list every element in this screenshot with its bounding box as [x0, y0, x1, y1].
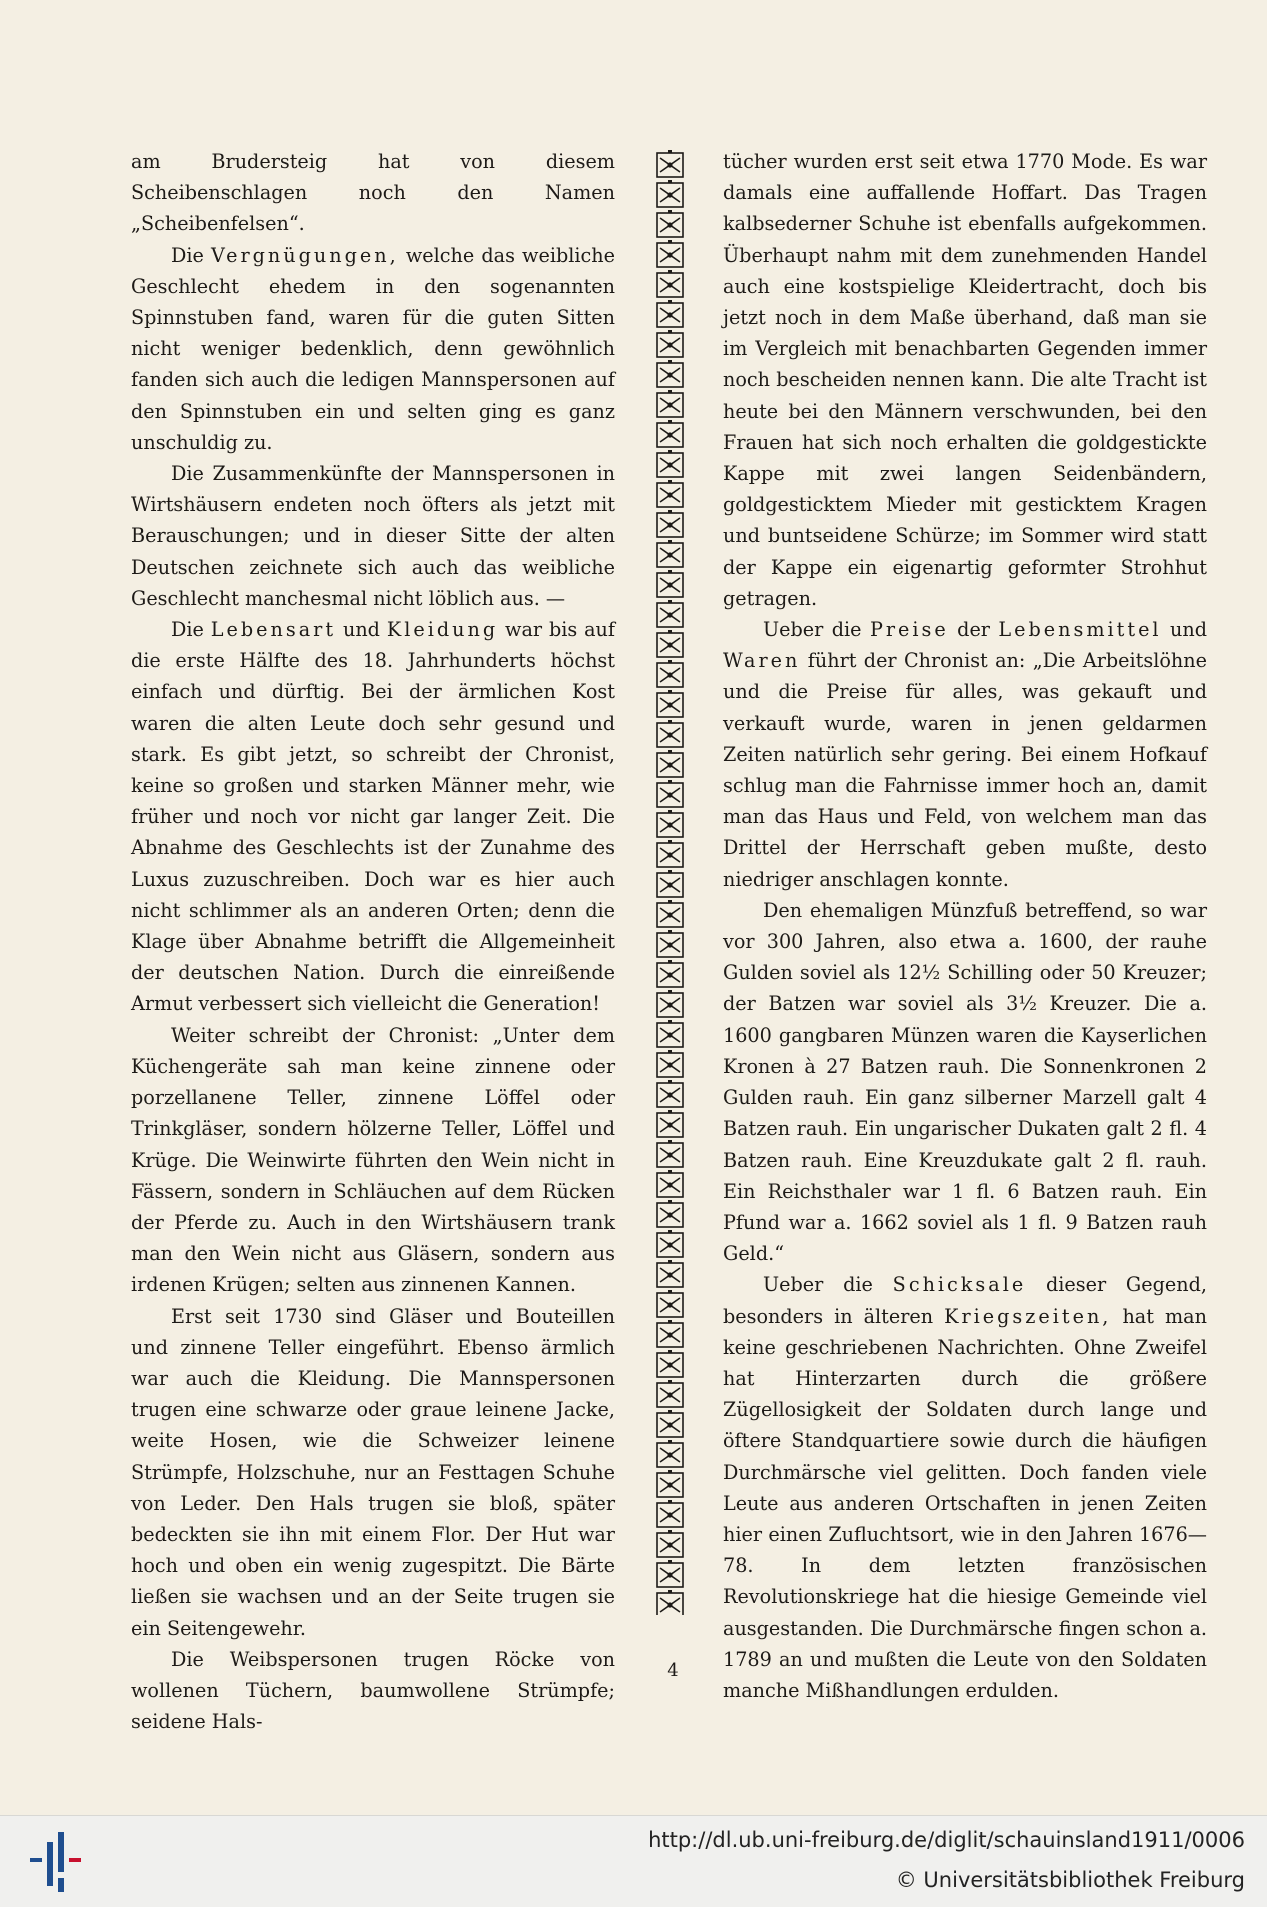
text-run: führt der Chronist an: „Die Arbeitslöhne und die Preise für alles, was gekauft und verkauft wurde, waren in jenen geldarmen Zeiten natürlich sehr gering. Bei einem Hofkauf schlug man die Fahrnisse immer hoch an, damit man das Haus und Feld, von welchem man das Drittel der Herrschaft geben mußte, desto niedriger anschlagen konnte. — [723, 649, 1207, 891]
spaced-emphasis: Preise — [869, 618, 949, 642]
text-run: Ueber die — [763, 1273, 873, 1297]
left-text-column — [131, 146, 615, 1737]
paragraph: Den ehemaligen Münzfuß betreffend, so war vor 300 Jahren, also etwa a. 1600, der rauhe Gulden soviel als 12½ Schilling oder 50 Kreuzer; der Batzen war soviel als 3½ Kreuzer. Die a. 1600 gangbaren Münzen waren die Kayserlichen Kronen à 27 Batzen rauh. Die Sonnenkronen 2 Gulden rauh. Ein ganz silberner Marzell galt 4 Batzen rauh. Ein ungarischer Dukaten galt 2 fl. 4 Batzen rauh. Eine Kreuzdukate galt 2 fl. rauh. Ein Reichsthaler war 1 fl. 6 Batzen rauh. Ein Pfund war a. 1662 soviel als 1 fl. 9 Batzen rauh Geld.“ — [723, 898, 1207, 1266]
spaced-emphasis: Vergnügungen, — [211, 243, 399, 267]
spaced-emphasis: Schicksale — [892, 1273, 1027, 1297]
paragraph: Erst seit 1730 sind Gläser und Bouteillen und zinnene Teller eingeführt. Ebenso ärmlich war auch die Kleidung. Die Mannspersonen trugen eine schwarze oder graue leinene Jacke, weite Hosen, wie die Schweizer leinene Strümpfe, Holzschuhe, nur an Festtagen Schuhe von Leder. Den Hals trugen sie bloß, später bedeckten sie ihn mit einem Flor. Der Hut war hoch und oben ein wenig zugespitzt. Die Bärte ließen sie wachsen und an der Seite trugen sie ein Seitengewehr. — [131, 1304, 615, 1640]
text-run: Die — [171, 618, 204, 642]
paragraph: Weiter schreibt der Chronist: „Unter dem Küchengeräte sah man keine zinnene oder porzellanene Teller, zinnene Löffel oder Trinkgläser, sondern hölzerne Teller, Löffel und Krüge. Die Weinwirte führten den Wein nicht in Fässern, sondern in Schläuchen auf dem Rücken der Pferde zu. Auch in den Wirtshäusern trank man den Wein nicht aus Gläsern, sondern aus irdenen Krügen; selten aus zinnenen Kannen. — [131, 1023, 615, 1297]
paragraph — [723, 614, 1207, 895]
text-run: war bis auf die erste Hälfte des 18. Jahrhunderts höchst einfach und dürftig. Bei der ärmlichen Kost waren die alten Leute doch sehr gesund und stark. Es gibt jetzt, so schreibt der Chronist, keine so großen und starken Männer mehr, wie früher und noch vor nicht gar langer Zeit. Die Abnahme des Geschlechts ist der Zunahme des Luxus zuzuschreiben. Doch war es hier auch nicht schlimmer als an anderen Orten; denn die Klage über Abnahme betrifft die Allgemeinheit der deutschen Nation. Durch die einreißende Armut verbessert sich vielleicht die Generation! — [131, 618, 616, 1016]
paragraph: Die Zusammenkünfte der Mannspersonen in Wirtshäusern endeten noch öfters als jetzt mit Berauschungen; und in dieser Sitte der alten Deutschen zeichnete sich auch das weibliche Geschlecht manchesmal nicht löblich aus. — — [131, 462, 615, 610]
viewer-footer — [0, 1815, 1267, 1907]
paragraph: am Brudersteig hat von diesem Scheibenschlagen noch den Namen „Scheibenfelsen“. — [131, 150, 615, 236]
text-run: und — [1170, 618, 1207, 642]
spaced-emphasis: Waren — [723, 649, 801, 673]
university-library-logo — [30, 1828, 82, 1894]
text-run: der — [957, 618, 990, 642]
document-url[interactable]: http://dl.ub.uni-freiburg.de/diglit/schauinsland1911/0006 — [648, 1828, 1245, 1852]
paragraph: tücher wurden erst seit etwa 1770 Mode. Es war damals eine auffallende Hoffart. Das Tragen kalbsederner Schuhe ist ebenfalls aufgekommen. Überhaupt nahm mit dem zunehmenden Handel auch eine kostspielige Kleidertracht, doch bis jetzt noch in dem Maße überhand, daß man sie im Vergleich mit benachbarten Gegenden immer noch bescheiden nennen kann. Die alte Tracht ist heute bei den Männern verschwunden, bei den Frauen hat sich noch erhalten die goldgestickte Kappe mit zwei langen Seidenbändern, goldgesticktem Mieder mit gesticktem Kragen und buntseidene Schürze; im Sommer wird statt der Kappe ein eigenartig geformter Strohhut getragen. — [723, 150, 1207, 610]
right-text-column — [723, 146, 1207, 1706]
spaced-emphasis: Kleidung — [386, 618, 499, 642]
paragraph: Die Weibspersonen trugen Röcke von wollenen Tüchern, baumwollene Strümpfe; seidene Hals- — [131, 1647, 615, 1734]
page-number: 4 — [667, 1660, 679, 1681]
text-run: welche das weibliche Geschlecht ehedem in den sogenannten Spinnstuben fand, waren für die guten Sitten nicht weniger bedenklich, denn gewöhnlich fanden sich auch die ledigen Mannspersonen auf den Spinnstuben ein und selten ging es ganz unschuldig zu. — [131, 243, 615, 454]
paragraph — [723, 1269, 1207, 1706]
spaced-emphasis: Lebensmittel — [998, 618, 1162, 642]
spaced-emphasis: Lebensart — [210, 618, 337, 642]
ornamental-divider — [655, 150, 685, 1615]
paragraph — [131, 240, 615, 458]
copyright-notice: © Universitätsbibliothek Freiburg — [895, 1868, 1245, 1892]
text-run: Ueber die — [763, 618, 862, 642]
text-run: hat man keine geschriebenen Nachrichten. Ohne Zweifel hat Hinterzarten durch die größere Zügellosigkeit der Soldaten durch lange und öftere Standquartiere sowie durch die häufigen Durchmärsche viel gelitten. Doch fanden viele Leute aus anderen Ortschaften in jenen Zeiten hier einen Zufluchtsort, wie in den Jahren 1676—78. In dem letzten französischen Revolutionskriege hat die hiesige Gemeinde viel ausgestanden. Die Durchmärsche fingen schon a. 1789 an und mußten die Leute von den Soldaten manche Mißhandlungen erdulden. — [723, 1304, 1207, 1702]
spaced-emphasis: Kriegszeiten, — [944, 1304, 1112, 1328]
paragraph — [131, 614, 615, 1020]
text-run: und — [342, 618, 380, 642]
text-run: dieser Gegend, besonders in älteren — [723, 1273, 1207, 1328]
text-run: Die — [171, 243, 204, 267]
